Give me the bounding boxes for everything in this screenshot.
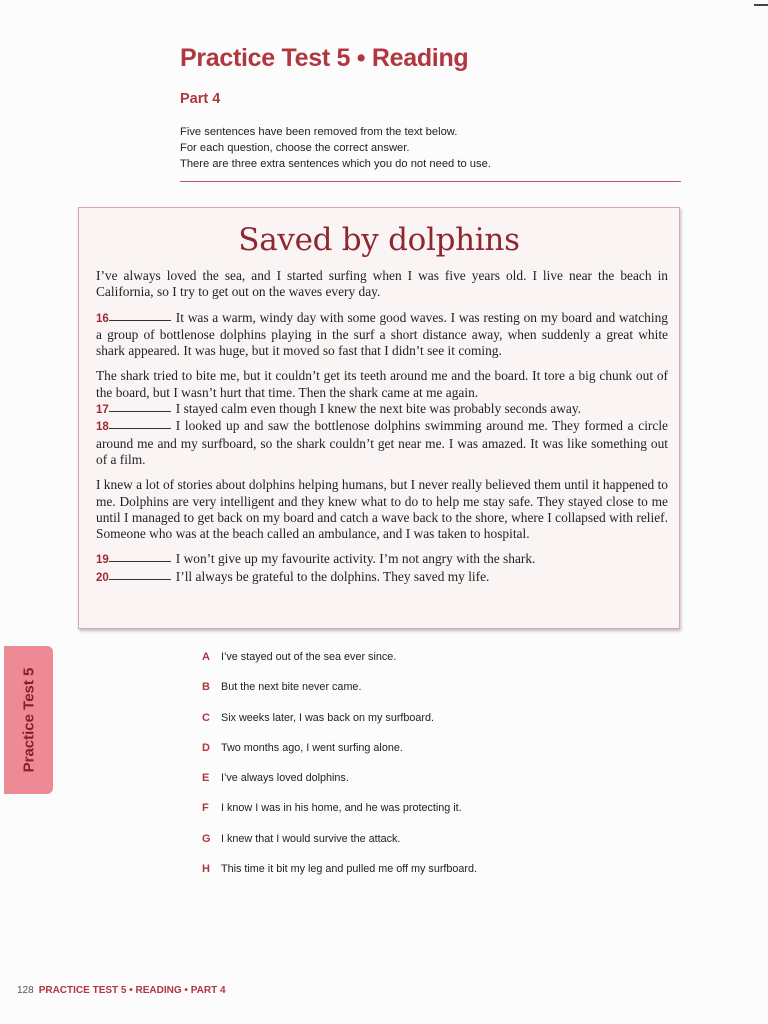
option-text: I’ve stayed out of the sea ever since. — [221, 651, 397, 663]
option-letter: H — [202, 863, 210, 876]
option-e[interactable] — [202, 772, 477, 802]
page-title: Practice Test 5 • Reading — [180, 44, 469, 72]
option-b[interactable] — [202, 681, 477, 711]
gap-number-18: 18 — [96, 421, 109, 434]
instruction-line: There are three extra sentences which you do not need to use. — [180, 158, 491, 170]
gap-number-17: 17 — [96, 404, 109, 417]
side-tab-label: Practice Test 5 — [20, 667, 37, 773]
paragraph-intro: I’ve always loved the sea, and I started surfing when I was five years old. I live near the beach in California, so I try to get out on the waves every day. — [96, 268, 668, 300]
answer-options — [202, 651, 477, 893]
option-letter: E — [202, 772, 210, 785]
paragraph-gap-16 — [96, 310, 668, 360]
gap-16-text: It was a warm, windy day with some good waves. I was resting on my board and watching a group of bottlenose dolphins playing in the surf a short distance away, when suddenly a great white shark appeared. It was huge, but it moved so fast that I didn’t see it coming. — [96, 309, 668, 359]
paragraph-shark-attack: The shark tried to bite me, but it couldn’t get its teeth around me and the board. It tore a big chunk out of the board, but I wasn’t hurt that time. Then the shark came at me again. — [96, 368, 668, 400]
option-letter: G — [202, 832, 211, 845]
article-title: Saved by dolphins — [238, 222, 520, 258]
gap-blank-16[interactable] — [109, 320, 171, 321]
option-text: But the next bite never came. — [221, 681, 362, 694]
gap-18-text: I looked up and saw the bottlenose dolphins swimming around me. They formed a circle around me and my surfboard, so the shark couldn’t get near me. I was amazed. It was like something out of a film. — [96, 418, 668, 467]
gap-blank-18[interactable] — [109, 428, 171, 429]
divider — [180, 181, 681, 182]
option-a[interactable] — [202, 651, 477, 681]
gap-line-17 — [96, 401, 668, 418]
gap-line-19 — [96, 551, 668, 568]
option-text: I know I was in his home, and he was protecting it. — [221, 802, 462, 815]
side-tab — [4, 646, 53, 794]
gap-line-20 — [96, 569, 668, 586]
gap-line-18 — [96, 418, 668, 468]
option-letter: D — [202, 741, 210, 754]
option-c[interactable] — [202, 712, 477, 742]
option-letter: C — [202, 711, 210, 724]
option-text: This time it bit my leg and pulled me off my surfboard. — [221, 863, 478, 876]
option-letter: F — [202, 802, 209, 815]
gap-number-19: 19 — [96, 554, 109, 567]
option-text: I’ve always loved dolphins. — [221, 772, 349, 785]
gap-blank-17[interactable] — [109, 411, 171, 412]
footer-text: PRACTICE TEST 5 • READING • PART 4 — [38, 985, 226, 996]
gap-20-text: I’ll always be grateful to the dolphins. They saved my life. — [175, 568, 490, 584]
part-heading: Part 4 — [180, 91, 221, 107]
paragraph-gaps-17-18 — [96, 368, 668, 468]
gap-blank-20[interactable] — [109, 579, 171, 580]
gap-number-20: 20 — [96, 571, 109, 584]
option-text: I knew that I would survive the attack. — [221, 832, 401, 845]
instruction-line: Five sentences have been removed from the text below. — [180, 126, 458, 138]
gap-19-text: I won’t give up my favourite activity. I’m not angry with the shark. — [175, 551, 536, 567]
paragraph-gaps-19-20 — [96, 551, 668, 586]
option-letter: B — [202, 681, 210, 694]
option-d[interactable] — [202, 742, 477, 772]
article-box — [78, 207, 680, 629]
page-footer — [17, 985, 226, 996]
option-h[interactable] — [202, 863, 477, 893]
instruction-line: For each question, choose the correct answer. — [180, 142, 410, 154]
article-body — [96, 268, 668, 595]
gap-17-text: I stayed calm even though I knew the next bite was probably seconds away. — [175, 401, 581, 417]
option-text: Two months ago, I went surfing alone. — [221, 741, 403, 754]
instructions — [180, 124, 680, 172]
gap-number-16: 16 — [96, 312, 109, 325]
gap-blank-19[interactable] — [109, 561, 171, 562]
paragraph-rescue: I knew a lot of stories about dolphins helping humans, but I never really believed them until it happened to me. Dolphins are very intelligent and they knew what to do to help me stay safe. They stayed close to me until I managed to get back on my board and catch a wave back to the shore, where I collapsed with relief. Someone who was at the beach called an ambulance, and I was taken to hospital. — [96, 477, 668, 542]
option-text: Six weeks later, I was back on my surfboard. — [221, 711, 435, 724]
option-g[interactable] — [202, 833, 477, 863]
option-f[interactable] — [202, 802, 477, 832]
option-letter: A — [202, 651, 210, 663]
page-edge-mark — [754, 4, 768, 6]
page-number: 128 — [17, 985, 34, 996]
